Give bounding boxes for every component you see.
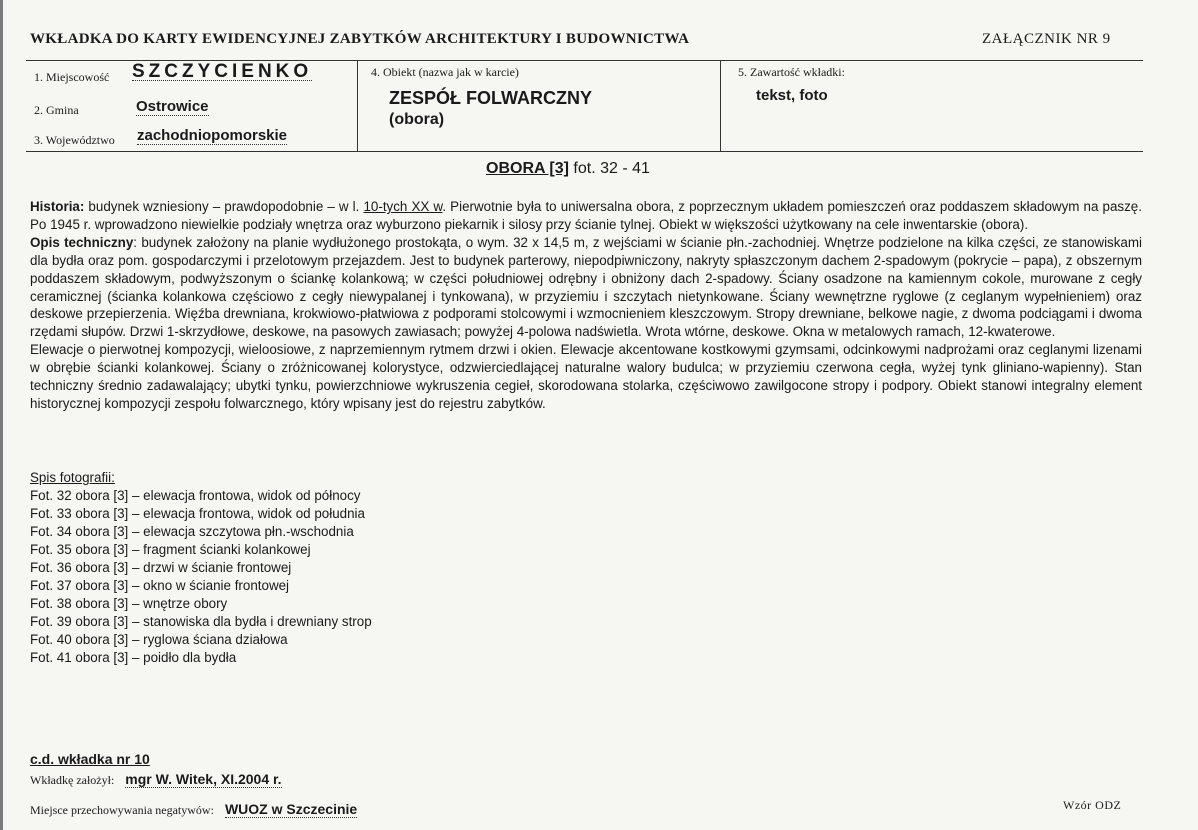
creator-label: Wkładkę założył: [30, 773, 115, 787]
photo-list [30, 469, 372, 667]
section-title: OBORA [3] [486, 160, 569, 177]
technical-text: : budynek założony na planie wydłużonego prostokąta, o wym. 32 x 14,5 m, z wejściami w ścianie płn.-zachodniej. Wnętrze podzielone na kilka części, ze stanowiskami dla bydła oraz pom. gospodarczymi i przelotowym przejazdem. Jest to budynek parterowy, niepodpiwniczony, nakryty spłaszczonym dachem 2-spadowym (pokrycie – papa), z obszernym poddaszem składowym, podwyższonym o ściankę kolankową; w części południowej odrębny i obniżony dach 2-spadowy. Ściany osadzone na kamiennym cokole, murowane z cegły ceramicznej (ścianka kolankowa częściowo z cegły niewypalanej i tynkowana), w przyziemiu i szczytach nietynkowane. Ściany wewnętrzne ryglowe (z ceglanym wypełnieniem) oraz deskowe przepierzenia. Więźba drewniana, krokwiowo-płatwiowa z podporami stolcowymi i wzmocnieniem kleszczowym. Stropy drewniane, belkowe nagie, z dwoma podciągami i dwoma rzędami słupów. Drzwi 1-skrzydłowe, deskowe, na pasowych zawiasach; powyżej 4-polowa nadświetla. Wrota wtórne, deskowe. Okna w metalowych ramach, 12-kwaterowe. [30, 234, 1143, 340]
photo-list-title: Spis fotografii: [30, 470, 115, 485]
photo-item: Fot. 34 obora [3] – elewacja szczytowa płn.-wschodnia [30, 524, 354, 539]
photo-item: Fot. 41 obora [3] – poidło dla bydła [30, 650, 237, 665]
photo-item: Fot. 40 obora [3] – ryglowa ściana działowa [30, 632, 288, 647]
photo-item: Fot. 38 obora [3] – wnętrze obory [30, 596, 228, 611]
continuation-note: c.d. wkładka nr 10 [30, 751, 150, 767]
content-value: tekst, foto [756, 87, 828, 104]
mid-rule [26, 151, 1143, 152]
field-divider-1 [357, 61, 358, 151]
voivodeship-label: 3. Województwo [34, 133, 115, 147]
photo-item: Fot. 37 obora [3] – okno w ścianie frontowej [30, 578, 290, 593]
photo-item: Fot. 32 obora [3] – elewacja frontowa, widok od północy [30, 488, 361, 503]
voivodeship-value: zachodniopomorskie [137, 127, 288, 144]
storage-row [30, 801, 357, 818]
photo-item: Fot. 35 obora [3] – fragment ścianki kolankowej [30, 542, 311, 557]
template-code: Wzór ODZ [1063, 798, 1122, 812]
history-century: 10-tych XX w [363, 199, 443, 214]
town-label: 1. Miejscowość [34, 70, 110, 84]
section-heading [486, 160, 650, 178]
town-value: SZCZYCIENKO [132, 61, 313, 82]
history-label: Historia: [30, 199, 85, 214]
photo-item: Fot. 39 obora [3] – stanowiska dla bydła i drewniany strop [30, 614, 372, 629]
field-divider-2 [720, 61, 721, 151]
elevations-paragraph: Elewacje o pierwotnej kompozycji, wieloosiowe, z naprzemiennym rytmem drzwi i okien. Elewacje akcentowane kostkowymi gzymsami, odcinkowymi nadprożami oraz ceglanymi lizenami w obrębie ścianki kolankowej. Ściany o zróżnicowanej kolorystyce, odzwierciedlającej naturalne walory budulca; w przyziemiu czerwona cegła, wyżej tynk gliniano-wapienny). Stan techniczny średnio zadawalający; ubytki tynku, powierzchniowe wykruszenia cegieł, skorodowana stolarka, częściwowo zawilgocone stropy i podpory. Obiekt stanowi integralny element historycznej kompozycji zespołu folwarcznego, który wpisany jest do rejestru zabytków. [30, 342, 1142, 411]
history-text-1: budynek wzniesiony – prawdopodobnie – w l. [84, 199, 364, 214]
creator-row [30, 771, 282, 788]
annex-number: ZAŁĄCZNIK NR 9 [982, 31, 1111, 47]
object-label: 4. Obiekt (nazwa jak w karcie) [371, 65, 519, 79]
creator-value: mgr W. Witek, XI.2004 r. [125, 771, 282, 787]
scan-edge [0, 0, 3, 830]
technical-label: Opis techniczny [30, 234, 134, 250]
technical-paragraph [30, 234, 1142, 341]
object-name: ZESPÓŁ FOLWARCZNY [389, 88, 593, 108]
commune-label: 2. Gmina [34, 103, 79, 117]
history-text-2: . Pierwotnie była to uniwersalna obora, z poprzecznym układem pomieszczeń oraz poddaszem składowym na paszę. Po 1945 r. wprowadzono niewielkie podziały wnętrza oraz wyburzono piekarnik i silosy przy ścianie tylnej. Obiekt w większości użytkowany na cele inwentarskie (obora). [30, 199, 1142, 232]
commune-value: Ostrowice [136, 98, 209, 115]
photo-item: Fot. 36 obora [3] – drzwi w ścianie frontowej [30, 560, 292, 575]
content-label: 5. Zawartość wkładki: [738, 65, 845, 79]
document-title: WKŁADKA DO KARTY EWIDENCYJNEJ ZABYTKÓW ARCHITEKTURY I BUDOWNICTWA [30, 31, 690, 47]
description-text [30, 198, 1142, 413]
section-photos-range: fot. 32 - 41 [573, 160, 650, 177]
history-paragraph [30, 198, 1142, 234]
storage-value: WUOZ w Szczecinie [224, 801, 358, 817]
photo-item: Fot. 33 obora [3] – elewacja frontowa, widok od południa [30, 506, 365, 521]
storage-label: Miejsce przechowywania negatywów: [30, 803, 214, 817]
object-subtitle: (obora) [389, 111, 445, 128]
